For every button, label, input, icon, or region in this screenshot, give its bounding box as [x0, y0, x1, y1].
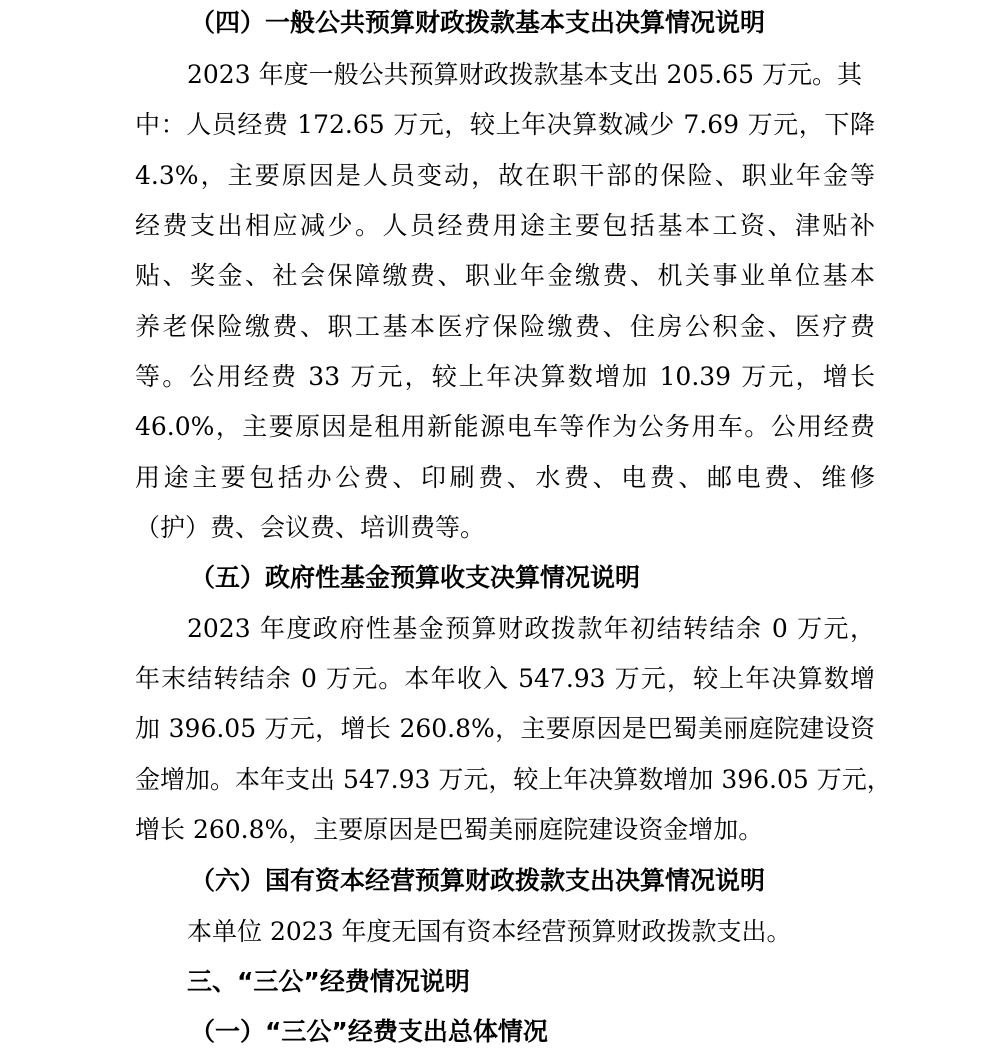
paragraph-line: 贴、奖金、社会保障缴费、职业年金缴费、机关事业单位基本: [135, 261, 875, 290]
paragraph-line: 中：人员经费 172.65 万元，较上年决算数减少 7.69 万元，下降: [135, 110, 875, 139]
paragraph-line: 本单位 2023 年度无国有资本经营预算财政拨款支出。: [187, 917, 792, 946]
section-heading-3: 三、“三公”经费情况说明: [187, 967, 470, 996]
paragraph-line: 46.0%，主要原因是租用新能源电车等作为公务用车。公用经费: [135, 412, 875, 441]
paragraph-line: 经费支出相应减少。人员经费用途主要包括基本工资、津贴补: [135, 211, 875, 240]
section-heading-4: （四）一般公共预算财政拨款基本支出决算情况说明: [190, 8, 766, 37]
paragraph-line: 2023 年度政府性基金预算财政拨款年初结转结余 0 万元，: [187, 614, 875, 643]
paragraph-line: （护）费、会议费、培训费等。: [135, 513, 486, 542]
section-heading-5: （五）政府性基金预算收支决算情况说明: [190, 563, 641, 592]
paragraph-line: 用途主要包括办公费、印刷费、水费、电费、邮电费、维修: [135, 463, 875, 492]
paragraph-line: 4.3%，主要原因是人员变动，故在职干部的保险、职业年金等: [135, 161, 875, 190]
section-heading-6: （六）国有资本经营预算财政拨款支出决算情况说明: [190, 866, 766, 895]
paragraph-line: 等。公用经费 33 万元，较上年决算数增加 10.39 万元，增长: [135, 362, 875, 391]
paragraph-line: 增长 260.8%，主要原因是巴蜀美丽庭院建设资金增加。: [135, 815, 764, 844]
section-heading-3-1: （一）“三公”经费支出总体情况: [190, 1017, 548, 1046]
paragraph-line: 年末结转结余 0 万元。本年收入 547.93 万元，较上年决算数增: [135, 664, 875, 693]
paragraph-line: 加 396.05 万元，增长 260.8%，主要原因是巴蜀美丽庭院建设资: [135, 714, 875, 743]
paragraph-line: 养老保险缴费、职工基本医疗保险缴费、住房公积金、医疗费: [135, 312, 875, 341]
paragraph-line: 2023 年度一般公共预算财政拨款基本支出 205.65 万元。其: [187, 60, 862, 89]
paragraph-line: 金增加。本年支出 547.93 万元，较上年决算数增加 396.05 万元，: [135, 765, 892, 794]
